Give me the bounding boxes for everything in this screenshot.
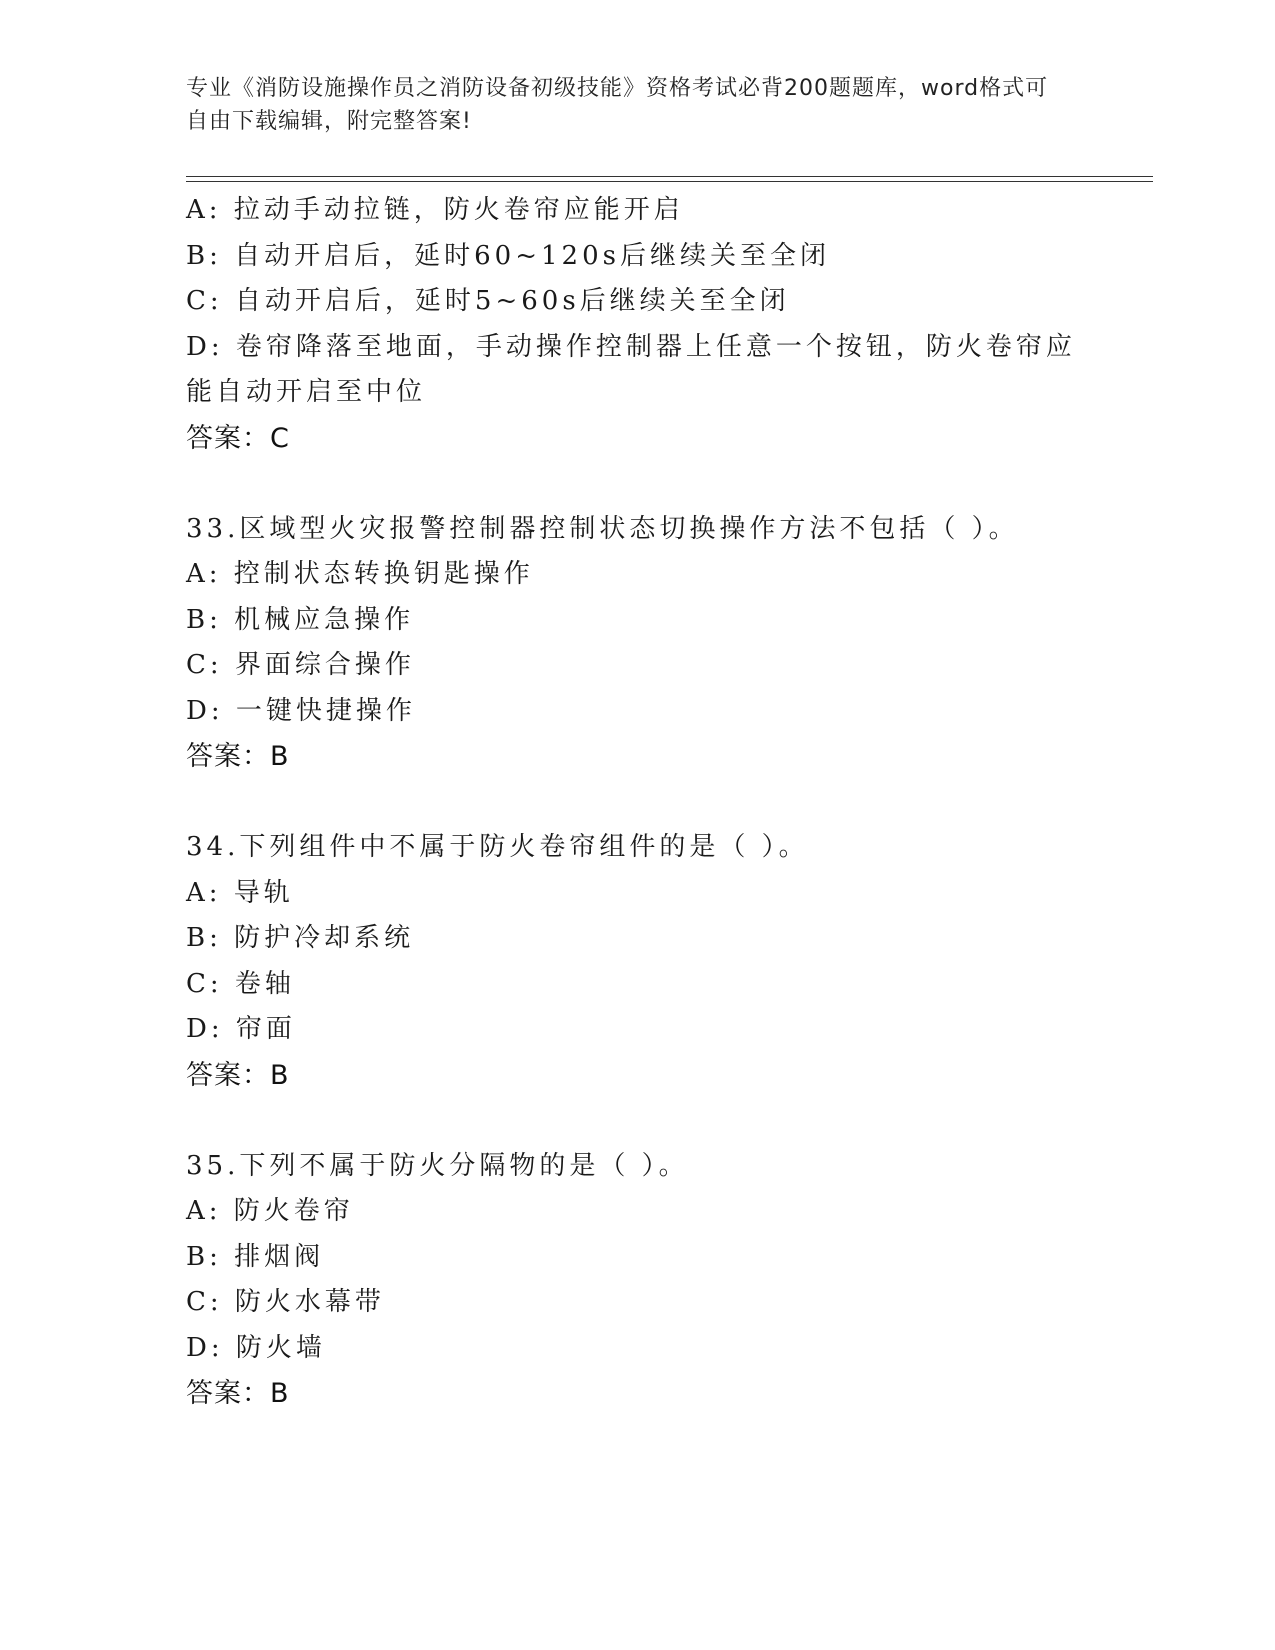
option-b: B: 排烟阀 (186, 1241, 325, 1272)
question-35 (186, 1144, 1086, 1417)
question-32 (186, 188, 1086, 461)
option-d: D: 防火墙 (186, 1332, 326, 1363)
question-stem: 34.下列组件中不属于防火卷帘组件的是（ ）。 (186, 832, 809, 862)
option-c: C: 自动开启后，延时5~60s后继续关至全闭 (186, 286, 790, 316)
option-a: A: 拉动手动拉链，防火卷帘应能开启 (186, 195, 684, 225)
option-a: A: 导轨 (186, 877, 294, 908)
question-33 (186, 507, 1086, 780)
question-list (186, 188, 1086, 1417)
question-stem: 33.区域型火灾报警控制器控制状态切换操作方法不包括（ ）。 (186, 513, 1019, 544)
option-d: D: 卷帘降落至地面，手动操作控制器上任意一个按钮，防火卷帘应能自动开启至中位 (186, 331, 1076, 407)
option-a: A: 防火卷帘 (186, 1196, 354, 1226)
answer: 答案：B (186, 741, 290, 772)
answer: 答案：B (186, 1378, 290, 1409)
option-c: C: 界面综合操作 (186, 650, 415, 680)
header-divider-top (186, 176, 1153, 177)
option-b: B: 自动开启后，延时60~120s后继续关至全闭 (186, 240, 830, 271)
option-a: A: 控制状态转换钥匙操作 (186, 559, 534, 589)
answer: 答案：B (186, 1059, 290, 1091)
header-divider-bottom (186, 181, 1153, 182)
question-34 (186, 825, 1086, 1098)
option-b: B: 防护冷却系统 (186, 923, 415, 953)
option-c: C: 防火水幕带 (186, 1287, 385, 1317)
answer: 答案：C (186, 422, 290, 454)
option-d: D: 帘面 (186, 1014, 296, 1044)
question-stem: 35.下列不属于防火分隔物的是（ ）。 (186, 1150, 689, 1181)
document-header: 专业《消防设施操作员之消防设备初级技能》资格考试必背200题题库，word格式可自由下载编辑，附完整答案! (186, 76, 1049, 134)
option-d: D: 一键快捷操作 (186, 695, 416, 726)
option-c: C: 卷轴 (186, 968, 295, 999)
option-b: B: 机械应急操作 (186, 604, 415, 635)
